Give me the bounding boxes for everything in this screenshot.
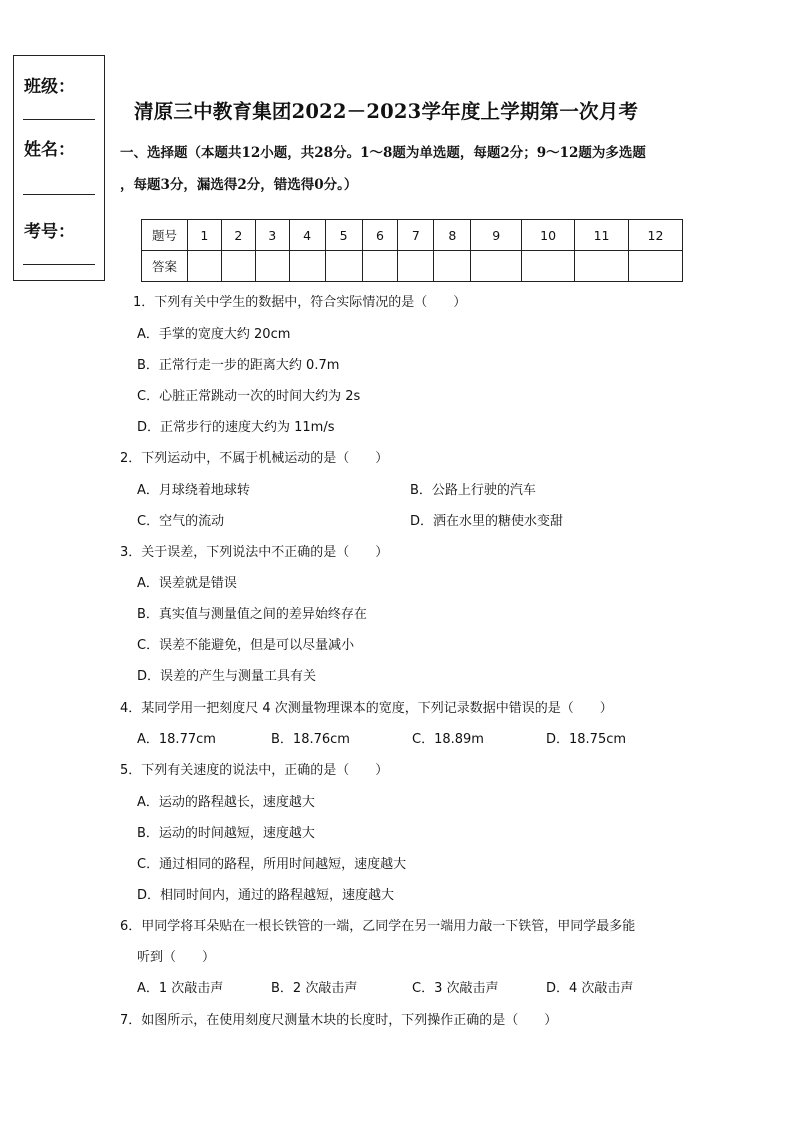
question-4-option-c: C．18.89m <box>412 732 484 747</box>
answer-row <box>142 251 683 282</box>
exam-number-blank[interactable] <box>23 264 95 265</box>
question-6-option-d: D．4 次敲击声 <box>546 981 634 996</box>
name-label: 姓名： <box>24 140 75 160</box>
question-3-option-d: D．误差的产生与测量工具有关 <box>137 669 317 684</box>
question-2-option-c: C．空气的流动 <box>137 514 225 529</box>
answer-cell[interactable] <box>221 251 255 282</box>
question-3-option-c: C．误差不能避免，但是可以尽量减小 <box>137 638 355 653</box>
question-5-option-d: D．相同时间内，通过的路程越短，速度越大 <box>137 888 395 903</box>
table-number: 2 <box>221 220 255 251</box>
question-5-option-b: B．运动的时间越短，速度越大 <box>137 826 315 841</box>
table-number: 11 <box>575 220 629 251</box>
page-title: 清原三中教育集团2022－2023学年度上学期第一次月考 <box>134 100 639 123</box>
answer-cell[interactable] <box>255 251 289 282</box>
answer-cell[interactable] <box>289 251 325 282</box>
question-4-option-d: D．18.75cm <box>546 732 627 747</box>
class-label: 班级： <box>24 77 75 97</box>
table-number: 3 <box>255 220 289 251</box>
answer-cell[interactable] <box>575 251 629 282</box>
table-number: 12 <box>628 220 682 251</box>
question-6-option-a: A．1 次敲击声 <box>137 981 224 996</box>
table-number: 4 <box>289 220 325 251</box>
answer-cell[interactable] <box>628 251 682 282</box>
table-number: 7 <box>398 220 434 251</box>
question-5-stem: 5．下列有关速度的说法中，正确的是（ ） <box>120 763 389 778</box>
question-1-option-d: D．正常步行的速度大约为 11m/s <box>137 420 335 435</box>
question-3-option-a: A．误差就是错误 <box>137 576 237 591</box>
question-4-option-a: A．18.77cm <box>137 732 216 747</box>
question-1-option-c: C．心脏正常跳动一次的时间大约为 2s <box>137 389 361 404</box>
answer-cell[interactable] <box>362 251 398 282</box>
header-label: 题号 <box>142 220 188 251</box>
answer-cell[interactable] <box>398 251 434 282</box>
question-4-option-b: B．18.76cm <box>271 732 350 747</box>
question-5-option-a: A．运动的路程越长，速度越大 <box>137 795 315 810</box>
table-number: 6 <box>362 220 398 251</box>
student-info-box <box>13 55 105 281</box>
question-2-option-b: B．公路上行驶的汽车 <box>410 483 536 498</box>
section-heading-line2: ，每题3分，漏选得2分，错选得0分。） <box>120 177 358 193</box>
answer-table <box>141 219 683 282</box>
question-1-stem: 1．下列有关中学生的数据中，符合实际情况的是（ ） <box>133 295 467 310</box>
answer-cell[interactable] <box>471 251 522 282</box>
question-6-stem-line2: 听到（ ） <box>137 950 216 965</box>
answer-cell[interactable] <box>522 251 575 282</box>
question-2-option-a: A．月球绕着地球转 <box>137 483 250 498</box>
answer-cell[interactable] <box>187 251 221 282</box>
answer-label: 答案 <box>142 251 188 282</box>
question-1-option-b: B．正常行走一步的距离大约 0.7m <box>137 358 340 373</box>
exam-number-label: 考号： <box>24 222 75 242</box>
table-number: 5 <box>325 220 362 251</box>
question-7-stem: 7．如图所示，在使用刻度尺测量木块的长度时，下列操作正确的是（ ） <box>120 1013 558 1028</box>
table-number: 9 <box>471 220 522 251</box>
name-blank[interactable] <box>23 194 95 195</box>
class-blank[interactable] <box>23 119 95 120</box>
question-number-row <box>142 220 683 251</box>
question-6-stem-line1: 6．甲同学将耳朵贴在一根长铁管的一端，乙同学在另一端用力敲一下铁管，甲同学最多能 <box>120 919 636 934</box>
question-2-option-d: D．洒在水里的糖使水变甜 <box>410 514 564 529</box>
section-heading-line1: 一、选择题（本题共12小题，共28分。1～8题为单选题，每题2分；9～12题为多选题 <box>120 145 646 161</box>
table-number: 8 <box>434 220 471 251</box>
question-6-option-c: C．3 次敲击声 <box>412 981 499 996</box>
question-2-stem: 2．下列运动中，不属于机械运动的是（ ） <box>120 451 389 466</box>
question-3-option-b: B．真实值与测量值之间的差异始终存在 <box>137 607 367 622</box>
table-number: 1 <box>187 220 221 251</box>
question-6-option-b: B．2 次敲击声 <box>271 981 358 996</box>
question-5-option-c: C．通过相同的路程，所用时间越短，速度越大 <box>137 857 407 872</box>
question-1-option-a: A．手掌的宽度大约 20cm <box>137 327 291 342</box>
answer-cell[interactable] <box>434 251 471 282</box>
question-3-stem: 3．关于误差，下列说法中不正确的是（ ） <box>120 545 389 560</box>
answer-cell[interactable] <box>325 251 362 282</box>
table-number: 10 <box>522 220 575 251</box>
question-4-stem: 4．某同学用一把刻度尺 4 次测量物理课本的宽度，下列记录数据中错误的是（ ） <box>120 701 613 716</box>
